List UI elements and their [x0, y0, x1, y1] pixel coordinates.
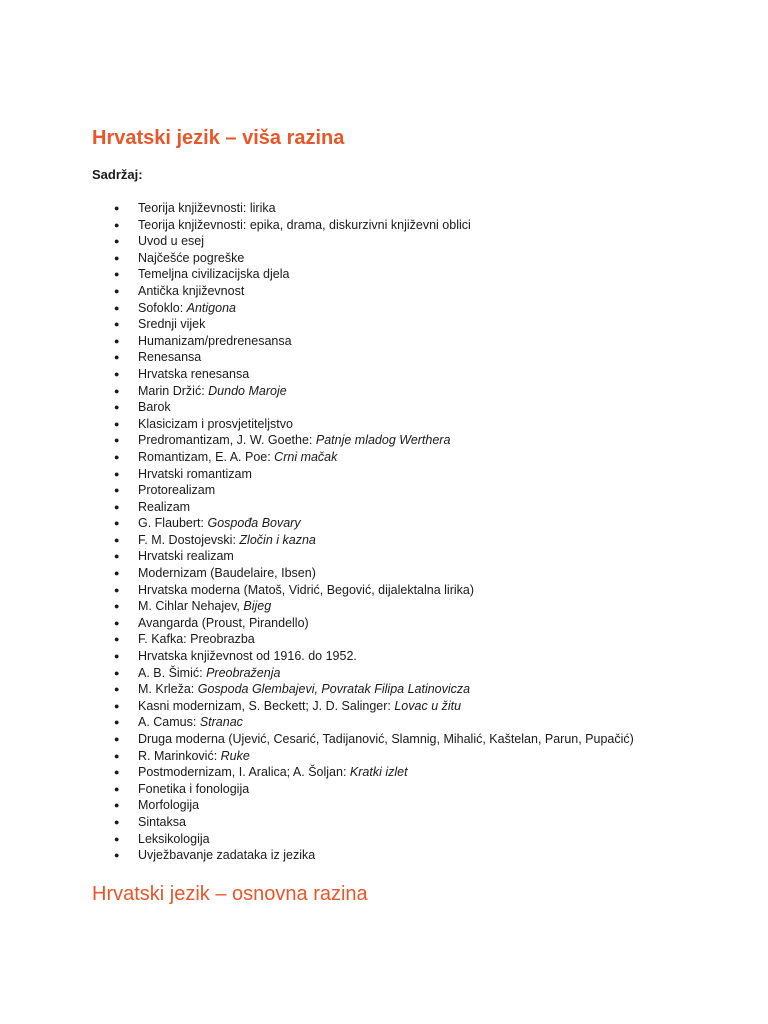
list-item-work-title: Stranac: [199, 715, 243, 730]
list-item-text: Postmodernizam, I. Aralica; A. Šoljan:: [138, 765, 350, 780]
list-item: [92, 200, 732, 217]
list-item: [92, 714, 732, 731]
bullet-icon: ●: [114, 783, 120, 794]
list-item-work-title: Patnje mladog Werthera: [315, 433, 451, 448]
list-item: [92, 731, 732, 748]
bullet-icon: ●: [114, 534, 120, 545]
bullet-icon: ●: [114, 717, 120, 728]
list-item: [92, 432, 732, 449]
list-item-text: Romantizam, E. A. Poe:: [138, 449, 275, 464]
bullet-icon: ●: [114, 203, 120, 213]
list-item: [92, 681, 732, 698]
list-item: [92, 748, 732, 765]
list-item-text: Srednji vijek: [138, 317, 206, 332]
list-item-text: Uvježbavanje zadataka iz jezika: [138, 848, 316, 863]
list-item: [92, 399, 732, 416]
bullet-icon: ●: [114, 816, 120, 827]
list-item-text: Renesansa: [138, 350, 202, 365]
list-item: [92, 764, 732, 781]
section-heading: Hrvatski jezik – osnovna razina: [92, 883, 368, 905]
list-item-work-title: Gospoda Glembajevi, Povratak Filipa Latinovicza: [197, 682, 471, 697]
list-item-text: Realizam: [138, 499, 191, 514]
list-item-text: A. Camus:: [138, 715, 200, 730]
list-item-text: Fonetika i fonologija: [138, 781, 250, 796]
bullet-icon: ●: [114, 368, 120, 379]
page-title: Hrvatski jezik – viša razina: [92, 127, 345, 149]
list-item-work-title: Ruke: [220, 748, 250, 763]
list-item-text: R. Marinković:: [138, 748, 221, 763]
list-item-text: Kasni modernizam, S. Beckett; J. D. Salinger:: [138, 698, 395, 713]
list-item-text: Leksikologija: [138, 831, 210, 846]
list-item: [92, 847, 732, 864]
list-item-work-title: Bijeg: [243, 599, 272, 614]
list-item-text: Protorealizam: [138, 483, 216, 498]
bullet-icon: ●: [114, 468, 120, 479]
list-item-text: Barok: [138, 400, 171, 415]
list-item-text: Hrvatski romantizam: [138, 466, 252, 481]
list-item-text: Humanizam/predrenesansa: [138, 333, 292, 348]
list-item-text: Modernizam (Baudelaire, Ibsen): [138, 566, 316, 581]
list-item-work-title: Kratki izlet: [349, 765, 408, 780]
bullet-icon: ●: [114, 219, 120, 230]
list-item-text: Temeljna civilizacijska djela: [138, 267, 290, 282]
list-item-work-title: Antigona: [186, 300, 236, 315]
list-item: [92, 598, 732, 615]
list-item: [92, 482, 732, 499]
bullet-icon: ●: [114, 684, 120, 695]
list-item-text: Druga moderna (Ujević, Cesarić, Tadijanović, Slamnig, Mihalić, Kaštelan, Parun, Pupačić): [138, 732, 634, 746]
bullet-icon: ●: [114, 667, 120, 678]
list-item-text: G. Flaubert:: [138, 516, 208, 531]
list-item-work-title: Crni mačak: [274, 449, 338, 464]
list-item-text: Sofoklo:: [138, 300, 187, 315]
list-item: [92, 648, 732, 665]
list-item: [92, 781, 732, 798]
bullet-icon: ●: [114, 418, 120, 429]
bullet-icon: ●: [114, 236, 120, 247]
list-item: [92, 217, 732, 234]
list-item: [92, 615, 732, 632]
list-item: [92, 250, 732, 267]
list-item: [92, 233, 732, 250]
bullet-icon: ●: [114, 833, 120, 844]
list-item-text: Hrvatska renesansa: [138, 366, 250, 381]
bullet-icon: ●: [114, 451, 120, 462]
list-item-text: F. M. Dostojevski:: [138, 532, 240, 547]
list-item: [92, 300, 732, 317]
list-item-text: Teorija književnosti: lirika: [138, 201, 276, 215]
list-item: [92, 565, 732, 582]
bullet-icon: ●: [114, 700, 120, 711]
list-item-text: Sintaksa: [138, 814, 186, 829]
list-item: [92, 283, 732, 300]
bullet-icon: ●: [114, 584, 120, 595]
list-item-work-title: Preobraženja: [206, 665, 281, 680]
list-item-text: Marin Držić:: [138, 383, 209, 398]
list-item-text: Hrvatska moderna (Matoš, Vidrić, Begović, dijalektalna lirika): [138, 582, 475, 597]
list-item-text: F. Kafka: Preobrazba: [138, 632, 255, 647]
bullet-icon: ●: [114, 285, 120, 296]
list-item-text: Hrvatski realizam: [138, 549, 234, 564]
bullet-icon: ●: [114, 335, 120, 346]
list-item: [92, 582, 732, 599]
bullet-icon: ●: [114, 402, 120, 413]
bullet-icon: ●: [114, 800, 120, 811]
list-item-text: Morfologija: [138, 798, 200, 813]
list-item-text: Hrvatska književnost od 1916. do 1952.: [138, 649, 357, 664]
bullet-icon: ●: [114, 435, 120, 446]
list-item-text: Teorija književnosti: epika, drama, diskurzivni književni oblici: [138, 217, 471, 232]
bullet-icon: ●: [114, 518, 120, 529]
list-item-text: M. Krleža:: [138, 682, 198, 697]
list-item-text: Najčešće pogreške: [138, 250, 245, 265]
bullet-icon: ●: [114, 551, 120, 562]
list-item-text: Klasicizam i prosvjetiteljstvo: [138, 416, 293, 431]
list-item: [92, 416, 732, 433]
bullet-icon: ●: [114, 568, 120, 579]
list-item: [92, 797, 732, 814]
list-item-text: Uvod u esej: [138, 234, 205, 249]
list-item-work-title: Dundo Maroje: [208, 383, 287, 398]
bullet-icon: ●: [114, 501, 120, 512]
bullet-icon: ●: [114, 485, 120, 496]
list-item: [92, 532, 732, 549]
bullet-icon: ●: [114, 750, 120, 761]
bullet-icon: ●: [114, 634, 120, 645]
list-item: [92, 349, 732, 366]
bullet-icon: ●: [114, 601, 120, 612]
topic-list: [92, 200, 732, 864]
list-item: [92, 831, 732, 848]
list-item: [92, 466, 732, 483]
list-item-text: M. Cihlar Nehajev,: [138, 599, 244, 614]
bullet-icon: ●: [114, 319, 120, 330]
bullet-icon: ●: [114, 302, 120, 313]
list-item: [92, 548, 732, 565]
list-item: [92, 499, 732, 516]
bullet-icon: ●: [114, 651, 120, 662]
bullet-icon: ●: [114, 767, 120, 778]
bullet-icon: ●: [114, 385, 120, 396]
list-item: [92, 366, 732, 383]
list-item-text: A. B. Šimić:: [138, 665, 207, 680]
list-item-text: Predromantizam, J. W. Goethe:: [138, 433, 316, 448]
list-item-work-title: Gospođa Bovary: [207, 516, 301, 531]
list-item-text: Avangarda (Proust, Pirandello): [138, 615, 309, 630]
list-item: [92, 266, 732, 283]
bullet-icon: ●: [114, 850, 120, 861]
bullet-icon: ●: [114, 252, 120, 263]
list-item: [92, 333, 732, 350]
list-item: [92, 698, 732, 715]
list-item-work-title: Zločin i kazna: [239, 532, 316, 547]
list-item: [92, 449, 732, 466]
list-item-text: Antička književnost: [138, 283, 245, 298]
list-item: [92, 665, 732, 682]
bullet-icon: ●: [114, 617, 120, 628]
bullet-icon: ●: [114, 734, 120, 744]
bullet-icon: ●: [114, 352, 120, 363]
list-item: [92, 814, 732, 831]
list-item: [92, 631, 732, 648]
list-item: [92, 383, 732, 400]
contents-label: Sadržaj:: [92, 167, 143, 182]
list-item: [92, 316, 732, 333]
bullet-icon: ●: [114, 269, 120, 280]
list-item-work-title: Lovac u žitu: [394, 698, 462, 713]
list-item: [92, 515, 732, 532]
